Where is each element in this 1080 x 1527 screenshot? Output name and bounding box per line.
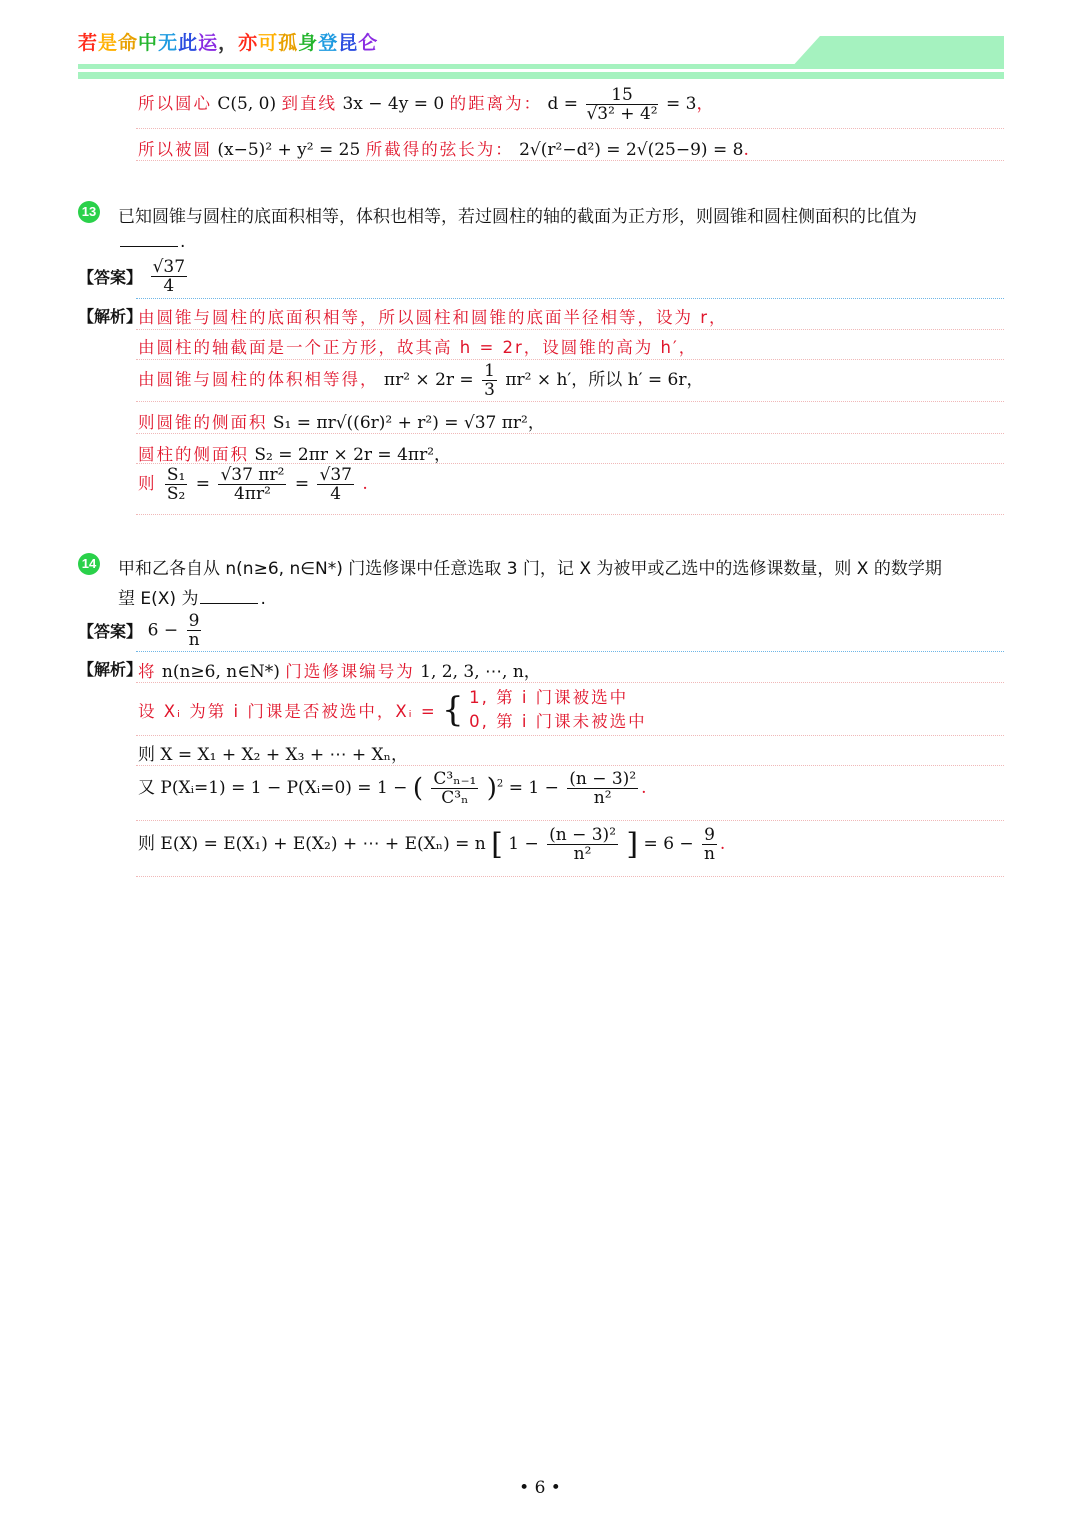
q12-text: 所截得的弦长为： bbox=[365, 140, 514, 159]
question-period: . bbox=[180, 232, 186, 252]
q13-solution-line-3 bbox=[138, 362, 704, 399]
result-fraction bbox=[702, 826, 717, 863]
q12-math: = 3 bbox=[666, 94, 697, 114]
fraction-numerator: √37 bbox=[319, 465, 352, 485]
q14-math: 1 − bbox=[508, 834, 539, 854]
fraction-denominator: C³ₙ bbox=[441, 788, 469, 808]
answer-label: 【答案】 bbox=[78, 622, 143, 641]
fraction-denominator: 3 bbox=[484, 380, 495, 400]
one-third-fraction bbox=[482, 362, 497, 399]
piecewise-case: 0, 第 i 门课未被选中 bbox=[469, 712, 647, 731]
q13-solution-line-1 bbox=[138, 304, 728, 328]
dotted-rule bbox=[136, 876, 1004, 877]
header-motto bbox=[78, 28, 378, 55]
q13-solution-line-6 bbox=[138, 466, 368, 503]
answer-divider bbox=[136, 298, 1004, 299]
analysis-label: 【解析】 bbox=[78, 660, 143, 679]
fraction-numerator: 1 bbox=[484, 361, 495, 381]
header-rule-thick bbox=[78, 72, 1004, 79]
q14-math: 1, 2, 3, ⋯, n， bbox=[420, 662, 541, 682]
dotted-rule bbox=[136, 401, 1004, 402]
q12-text: 所以圆心 bbox=[138, 94, 212, 113]
dotted-rule bbox=[136, 359, 1004, 360]
q14-solution-line-2 bbox=[138, 686, 647, 734]
dotted-rule bbox=[136, 514, 1004, 515]
q13-math: πr² × h′，所以 h′ = 6r， bbox=[505, 370, 704, 390]
q14-solution-line-3 bbox=[138, 740, 408, 765]
fraction-numerator: 9 bbox=[188, 611, 200, 631]
q14-solution-line-4: 又 P(Xᵢ=1) = 1 − P(Xᵢ=0) = 1 − ( $\frac{\text{C³ₙ₋₁}}{\text{C³ₙ}}$ )$^2$ = 1 − $\frac{\text{(n − 3)²}}{\text{n²}}$ . bbox=[138, 769, 647, 808]
dotted-rule bbox=[136, 735, 1004, 736]
fraction-denominator: n² bbox=[573, 844, 592, 864]
motto-character: 若 bbox=[78, 32, 99, 54]
q14-solution-line-5: 则 E(X) = E(X₁) + E(X₂) + ⋯ + E(Xₙ) = n [ 1 − $\frac{\text{(n − 3)²}}{\text{n²}}$ ] = 6 − $\frac{9}{n}$ . bbox=[138, 825, 726, 864]
fraction-denominator: 4πr² bbox=[233, 484, 271, 504]
answer-blank bbox=[200, 603, 258, 604]
sentence-period: . bbox=[362, 474, 368, 494]
q13-math: S₂ = 2πr × 2r = 4πr²， bbox=[254, 445, 452, 465]
q12-math: 3x − 4y = 0 bbox=[342, 94, 445, 114]
q14-question-text: 甲和乙各自从 n(n≥6, n∈N*) 门选修课中任意选取 3 门，记 X 为被甲或乙选中的选修课数量，则 X 的数学期 bbox=[118, 559, 942, 579]
q12-solution-line-1: 所以圆心 C(5, 0) 到直线 3x − 4y = 0 的距离为： d = $\frac{15}{\text{√3² + 4²}}$ = 3， bbox=[138, 85, 714, 124]
q12-math: (x−5)² + y² = 25 bbox=[217, 140, 361, 160]
motto-character: 仑 bbox=[358, 32, 379, 54]
page-number: • 6 • bbox=[519, 1478, 561, 1498]
q14-math: 又 P(Xᵢ=1) = 1 − P(Xᵢ=0) = 1 − bbox=[138, 778, 408, 798]
motto-character: 可 bbox=[258, 32, 279, 54]
motto-character: 无 bbox=[158, 32, 179, 54]
motto-character: 亦 bbox=[238, 32, 259, 54]
piecewise-cases bbox=[469, 686, 647, 734]
question-number-badge: 14 bbox=[78, 553, 100, 575]
fraction-numerator: √37 bbox=[152, 257, 186, 277]
q14-question-text: 望 E(X) 为 bbox=[118, 589, 199, 609]
q12-text: 到直线 bbox=[281, 94, 338, 113]
fraction-numerator: 15 bbox=[586, 86, 657, 105]
answer-fraction bbox=[151, 258, 187, 295]
analysis-label: 【解析】 bbox=[78, 307, 143, 326]
dotted-rule bbox=[136, 160, 1004, 161]
motto-character: 命 bbox=[118, 32, 139, 54]
q14-math: 则 E(X) = E(X₁) + E(X₂) + ⋯ + E(Xₙ) = n bbox=[138, 834, 486, 854]
q12-distance-fraction bbox=[586, 86, 657, 123]
header-rule-thin bbox=[78, 64, 1004, 69]
dotted-rule bbox=[136, 463, 1004, 464]
q13-text: 由圆锥与圆柱的体积相等得， bbox=[138, 370, 379, 389]
q13-solution-line-4 bbox=[138, 408, 545, 433]
answer-divider bbox=[136, 651, 1004, 652]
q13-answer bbox=[78, 258, 190, 295]
q12-math: C(5, 0) bbox=[217, 94, 277, 114]
expectation-fraction bbox=[547, 826, 618, 863]
q14-text: 门选修课编号为 bbox=[285, 662, 415, 681]
q13-text: 则圆锥的侧面积 bbox=[138, 413, 268, 432]
q14-answer bbox=[78, 612, 204, 649]
fraction-denominator: 4 bbox=[163, 276, 175, 296]
motto-character: 此 bbox=[178, 32, 199, 54]
q13-text: 由圆柱的轴截面是一个正方形，故其高 h = 2r，设圆锥的高为 h′， bbox=[138, 338, 698, 357]
motto-character: 中 bbox=[138, 32, 159, 54]
dotted-rule bbox=[136, 329, 1004, 330]
fraction-denominator: S₂ bbox=[166, 484, 186, 504]
answer-blank bbox=[120, 246, 178, 247]
motto-character: 身 bbox=[298, 32, 319, 54]
q13-text: 则 bbox=[138, 474, 157, 493]
q13-question-text: 已知圆锥与圆柱的底面积相等，体积也相等，若过圆柱的轴的截面为正方形，则圆锥和圆柱侧面积的比值为 bbox=[118, 207, 917, 227]
page-header bbox=[0, 0, 1080, 90]
equals-sign: = bbox=[195, 474, 211, 494]
ratio-fraction bbox=[165, 466, 187, 503]
q12-math: 2√(r²−d²) = 2√(25−9) = 8 bbox=[519, 140, 744, 160]
motto-character: 运 bbox=[198, 32, 219, 54]
dotted-rule bbox=[136, 682, 1004, 683]
fraction-denominator: 4 bbox=[330, 484, 342, 504]
q13-question-blank bbox=[118, 232, 185, 252]
q14-solution-line-1 bbox=[138, 657, 541, 682]
dotted-rule bbox=[136, 765, 1004, 766]
q14-math: = 1 − bbox=[508, 778, 559, 798]
motto-character: 登 bbox=[318, 32, 339, 54]
probability-fraction bbox=[567, 770, 638, 807]
q12-text: 所以被圆 bbox=[138, 140, 212, 159]
question-number-badge: 13 bbox=[78, 201, 100, 223]
fraction-denominator: √3² + 4² bbox=[586, 104, 658, 124]
fraction-numerator: (n − 3)² bbox=[549, 825, 617, 845]
equals-sign: = bbox=[294, 474, 310, 494]
q14-text: 将 bbox=[138, 662, 157, 681]
ratio-fraction bbox=[218, 466, 286, 503]
fraction-numerator: S₁ bbox=[166, 465, 186, 485]
fraction-numerator: √37 πr² bbox=[220, 465, 285, 485]
q13-solution-line-2 bbox=[138, 334, 697, 358]
q12-text: 的距离为： bbox=[449, 94, 543, 113]
fraction-numerator: (n − 3)² bbox=[569, 769, 637, 789]
dotted-rule bbox=[136, 820, 1004, 821]
motto-character: ， bbox=[218, 32, 239, 54]
dotted-rule bbox=[136, 128, 1004, 129]
fraction-denominator: n² bbox=[593, 788, 612, 808]
q14-question-line-2 bbox=[118, 584, 266, 609]
fraction-denominator: n bbox=[188, 630, 200, 650]
q14-math: 则 X = X₁ + X₂ + X₃ + ⋯ + Xₙ， bbox=[138, 745, 408, 765]
answer-math: 6 − bbox=[147, 620, 179, 641]
combination-fraction bbox=[431, 770, 478, 807]
motto-character: 孤 bbox=[278, 32, 299, 54]
q13-math: S₁ = πr√((6r)² + r²) = √37 πr²， bbox=[272, 413, 545, 433]
answer-fraction bbox=[187, 612, 202, 649]
motto-character: 是 bbox=[98, 32, 119, 54]
q14-math: n(n≥6, n∈N*) bbox=[161, 662, 280, 682]
q13-solution-line-5 bbox=[138, 440, 451, 465]
q12-solution-line-2: 所以被圆 (x−5)² + y² = 25 所截得的弦长为： 2√(r²−d²) = 2√(25−9) = 8. bbox=[138, 140, 749, 160]
q13-text: 由圆锥与圆柱的底面积相等，所以圆柱和圆锥的底面半径相等，设为 r， bbox=[138, 308, 728, 327]
q12-math: d = bbox=[547, 94, 579, 114]
q13-math: πr² × 2r = bbox=[383, 370, 474, 390]
piecewise-brace: { bbox=[442, 690, 464, 730]
answer-label: 【答案】 bbox=[78, 268, 143, 287]
motto-character: 昆 bbox=[338, 32, 359, 54]
ratio-fraction bbox=[317, 466, 353, 503]
fraction-denominator: n bbox=[704, 844, 715, 864]
dotted-rule bbox=[136, 433, 1004, 434]
question-period: . bbox=[260, 589, 266, 609]
fraction-numerator: C³ₙ₋₁ bbox=[433, 769, 477, 789]
q14-text: 设 Xᵢ 为第 i 门课是否被选中，Xᵢ = bbox=[138, 702, 437, 721]
q14-math: = 6 − bbox=[643, 834, 694, 854]
fraction-numerator: 9 bbox=[704, 825, 715, 845]
q13-text: 圆柱的侧面积 bbox=[138, 445, 249, 464]
piecewise-case: 1, 第 i 门课被选中 bbox=[469, 688, 629, 707]
